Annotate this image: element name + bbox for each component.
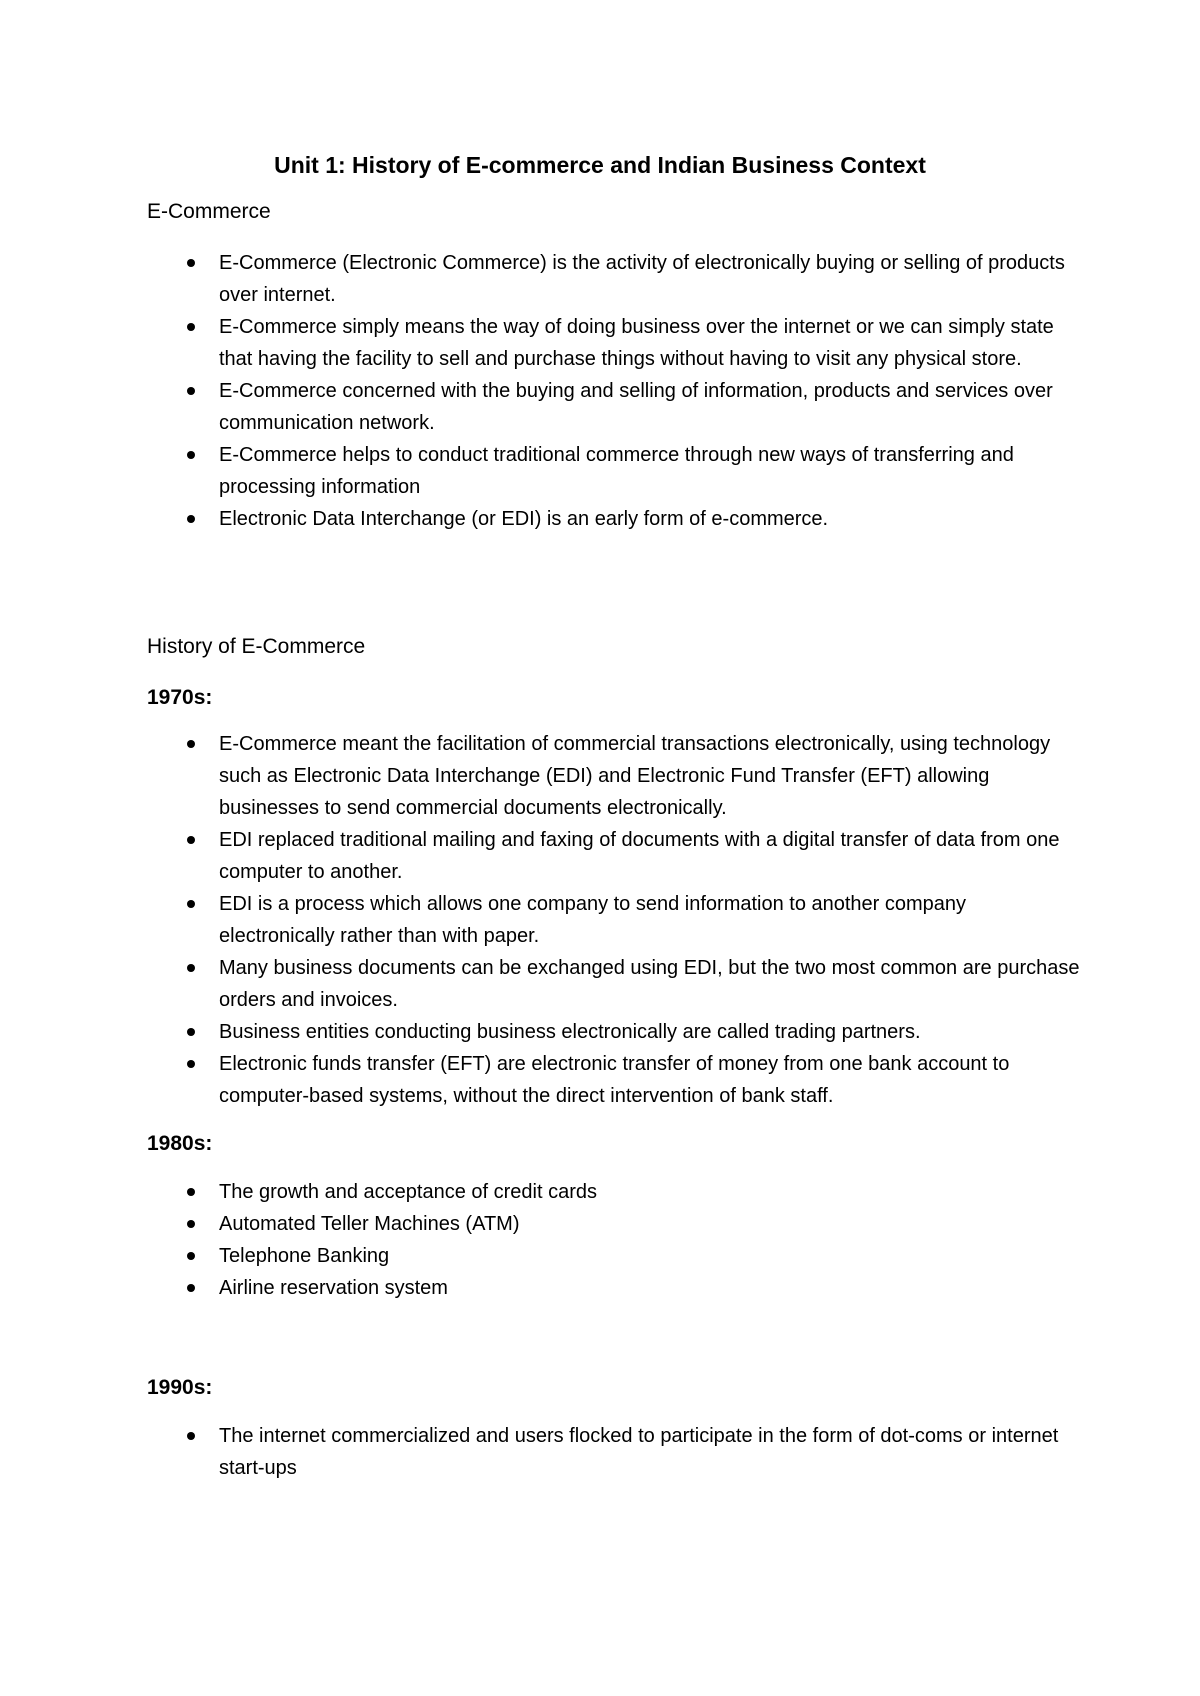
list-item-text: The growth and acceptance of credit cards [219,1181,597,1203]
bullet-icon [187,740,195,748]
list-item [187,503,1087,535]
list-item-text: EDI is a process which allows one company to send information to another company electronically rather than with paper. [219,893,967,947]
list-item-text: E-Commerce helps to conduct traditional commerce through new ways of transferring and processing information [219,444,1014,498]
list-item-text: Electronic funds transfer (EFT) are electronic transfer of money from one bank account to computer-based systems, without the direct intervention of bank staff. [219,1053,1010,1107]
list-item [187,1420,1087,1484]
list-item [187,728,1087,824]
list-item [187,375,1087,439]
list-item [187,1176,1087,1208]
list-item-text: E-Commerce meant the facilitation of commercial transactions electronically, using technology such as Electronic Data Interchange (EDI) and Electronic Fund Transfer (EFT) allowing businesses to send commercial documents electronically. [219,733,1051,819]
bullet-icon [187,836,195,844]
bullet-icon [187,1284,195,1292]
bullet-icon [187,1252,195,1260]
section-heading-1990s: 1990s: [147,1376,213,1399]
bullet-icon [187,515,195,523]
list-item [187,311,1087,375]
list-item-text: Automated Teller Machines (ATM) [219,1213,520,1235]
list-item [187,888,1087,952]
list-item [187,247,1087,311]
list-item-text: Business entities conducting business electronically are called trading partners. [219,1021,921,1043]
list-item [187,1016,1087,1048]
list-item-text: E-Commerce simply means the way of doing business over the internet or we can simply state that having the facility to sell and purchase things without having to visit any physical store. [219,316,1054,370]
list-item-text: EDI replaced traditional mailing and faxing of documents with a digital transfer of data from one computer to another. [219,829,1060,883]
1970s-bullet-list [187,728,1087,1112]
list-item-text: Many business documents can be exchanged using EDI, but the two most common are purchase orders and invoices. [219,957,1080,1011]
list-item-text: Airline reservation system [219,1277,448,1299]
bullet-icon [187,259,195,267]
bullet-icon [187,451,195,459]
list-item [187,1272,1087,1304]
list-item-text: The internet commercialized and users flocked to participate in the form of dot-coms or internet start-ups [219,1425,1059,1479]
list-item [187,952,1087,1016]
1990s-bullet-list [187,1420,1087,1484]
bullet-icon [187,1188,195,1196]
bullet-icon [187,387,195,395]
bullet-icon [187,1028,195,1036]
ecommerce-bullet-list [187,247,1087,535]
bullet-icon [187,1220,195,1228]
list-item [187,439,1087,503]
list-item [187,1208,1087,1240]
list-item-text: E-Commerce (Electronic Commerce) is the activity of electronically buying or selling of products over internet. [219,252,1065,306]
list-item [187,1048,1087,1112]
list-item [187,1240,1087,1272]
list-item-text: Electronic Data Interchange (or EDI) is an early form of e-commerce. [219,508,829,530]
list-item [187,824,1087,888]
section-heading-ecommerce: E-Commerce [147,200,271,223]
list-item-text: Telephone Banking [219,1245,390,1267]
1980s-bullet-list [187,1176,1087,1304]
section-heading-1970s: 1970s: [147,686,213,709]
bullet-icon [187,900,195,908]
bullet-icon [187,1432,195,1440]
section-heading-history: History of E-Commerce [147,635,366,658]
bullet-icon [187,964,195,972]
list-item-text: E-Commerce concerned with the buying and selling of information, products and services over communication network. [219,380,1053,434]
bullet-icon [187,1060,195,1068]
section-heading-1980s: 1980s: [147,1132,213,1155]
document-title: Unit 1: History of E-commerce and Indian Business Context [274,152,926,178]
bullet-icon [187,323,195,331]
